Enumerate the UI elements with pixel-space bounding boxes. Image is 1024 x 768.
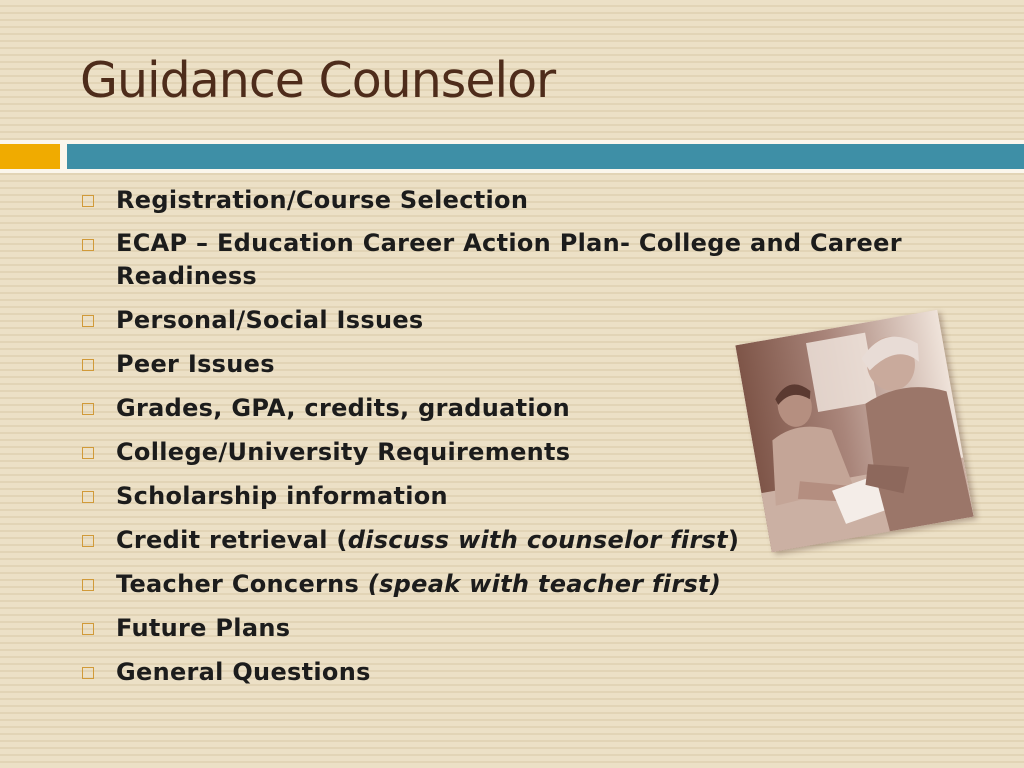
square-bullet-icon <box>82 195 94 207</box>
bullet-item <box>80 655 980 689</box>
bullet-text: College/University Requirements <box>116 438 571 466</box>
bullet-text: Credit retrieval ( <box>116 526 348 554</box>
square-bullet-icon <box>82 623 94 635</box>
bullet-note: (speak with teacher first) <box>367 570 722 598</box>
bullet-note: discuss with counselor first <box>347 526 728 554</box>
bullet-text: Teacher Concerns <box>116 570 368 598</box>
photo-illustration <box>735 310 973 552</box>
square-bullet-icon <box>82 359 94 371</box>
bullet-item <box>80 611 980 645</box>
bullet-item <box>80 227 976 293</box>
bullet-text-after: ) <box>727 526 740 554</box>
square-bullet-icon <box>82 535 94 547</box>
square-bullet-icon <box>82 239 94 251</box>
square-bullet-icon <box>82 667 94 679</box>
title-divider-orange <box>0 144 60 169</box>
bullet-text: Registration/Course Selection <box>116 186 529 214</box>
bullet-item <box>80 567 980 601</box>
bullet-text: ECAP – Education Career Action Plan- College and Career Readiness <box>116 229 902 290</box>
bullet-text: General Questions <box>116 658 371 686</box>
square-bullet-icon <box>82 403 94 415</box>
square-bullet-icon <box>82 447 94 459</box>
square-bullet-icon <box>82 491 94 503</box>
bullet-text: Future Plans <box>116 614 291 642</box>
bullet-text: Peer Issues <box>116 350 275 378</box>
bullet-text: Scholarship information <box>116 482 448 510</box>
title-divider-teal <box>67 144 1024 169</box>
slide-title: Guidance Counselor <box>80 52 556 109</box>
bullet-text: Personal/Social Issues <box>116 306 424 334</box>
square-bullet-icon <box>82 315 94 327</box>
counselor-student-photo <box>735 310 973 552</box>
bullet-item <box>80 183 980 217</box>
square-bullet-icon <box>82 579 94 591</box>
bullet-text: Grades, GPA, credits, graduation <box>116 394 571 422</box>
